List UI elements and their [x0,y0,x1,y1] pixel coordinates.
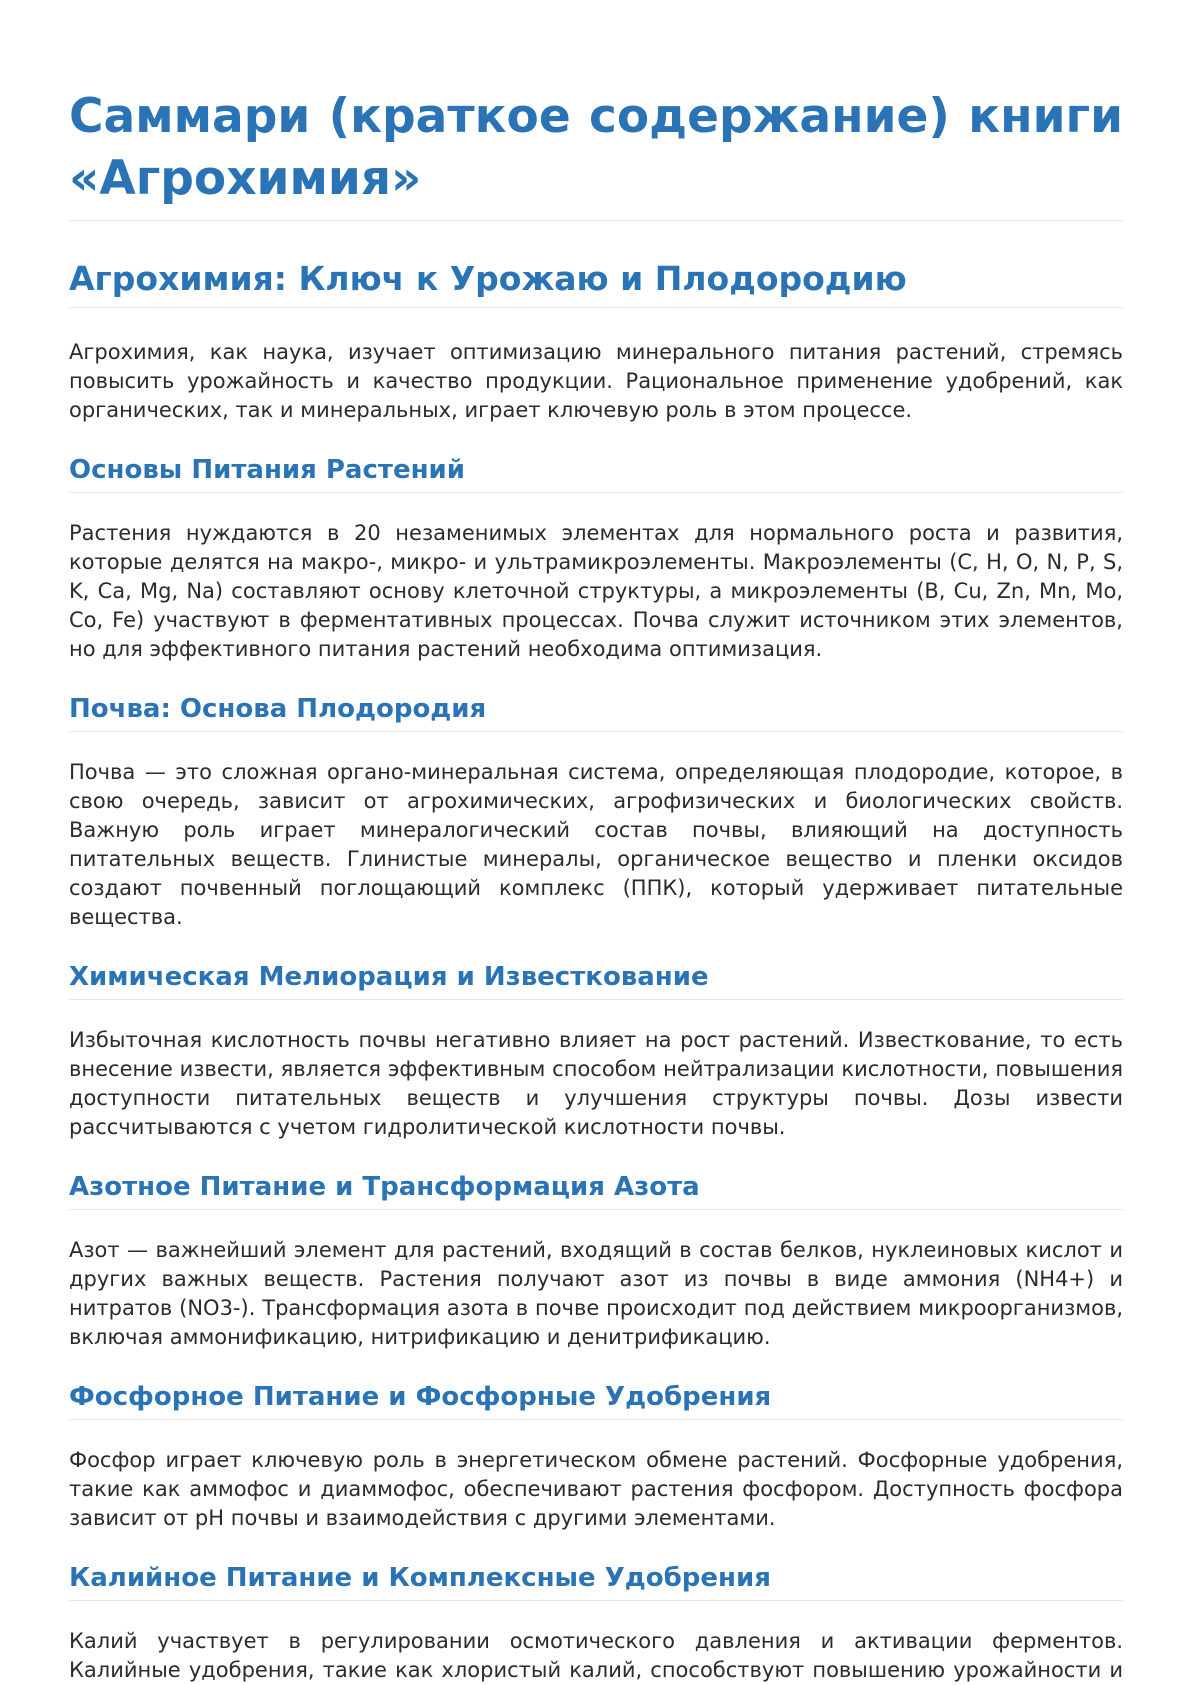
section-heading-nitrogen: Азотное Питание и Трансформация Азота [69,1169,1123,1210]
document-page [69,0,1123,1685]
intro-heading: Агрохимия: Ключ к Урожаю и Плодородию [69,257,1123,308]
section-paragraph-soil: Почва — это сложная органо-минеральная система, определяющая плодородие, которое, в свою очередь, зависит от агрохимических, агрофизических и биологических свойств. Важную роль играет минералогический состав почвы, влияющий на доступность питательных веществ. Глинистые минералы, органическое вещество и пленки оксидов создают почвенный поглощающий комплекс (ППК), который удерживает питательные вещества. [69,760,1123,929]
section-heading-potassium: Калийное Питание и Комплексные Удобрения [69,1560,1123,1601]
section-heading-plant-nutrition: Основы Питания Растений [69,452,1123,493]
section-heading-liming: Химическая Мелиорация и Известкование [69,959,1123,1000]
document-title: Саммари (краткое содержание) книги «Агрохимия» [69,86,1123,221]
section-paragraph-nitrogen: Азот — важнейший элемент для растений, входящий в состав белков, нуклеиновых кислот и других важных веществ. Растения получают азот из почвы в виде аммония (NH4+) и нитратов (NO3-). Трансформация азота в почве происходит под действием микроорганизмов, включая аммонификацию, нитрификацию и денитрификацию. [69,1238,1123,1349]
section-paragraph-liming: Избыточная кислотность почвы негативно влияет на рост растений. Известкование, то есть внесение извести, является эффективным способом нейтрализации кислотности, повышения доступности питательных веществ и улучшения структуры почвы. Дозы извести рассчитываются с учетом гидролитической кислотности почвы. [69,1028,1123,1139]
section-paragraph-plant-nutrition: Растения нуждаются в 20 незаменимых элементах для нормального роста и развития, которые делятся на макро-, микро- и ультрамикроэлементы. Макроэлементы (C, H, O, N, P, S, K, Ca, Mg, Na) составляют основу клеточной структуры, а микроэлементы (B, Cu, Zn, Mn, Mo, Co, Fe) участвуют в ферментативных процессах. Почва служит источником этих элементов, но для эффективного питания растений необходима оптимизация. [69,521,1123,661]
section-heading-soil: Почва: Основа Плодородия [69,691,1123,732]
intro-paragraph: Агрохимия, как наука, изучает оптимизацию минерального питания растений, стремясь повысить урожайность и качество продукции. Рациональное применение удобрений, как органических, так и минеральных, играет ключевую роль в этом процессе. [69,340,1123,422]
section-paragraph-phosphorus: Фосфор играет ключевую роль в энергетическом обмене растений. Фосфорные удобрения, такие как аммофос и диаммофос, обеспечивают растения фосфором. Доступность фосфора зависит от pH почвы и взаимодействия с другими элементами. [69,1448,1123,1530]
section-heading-phosphorus: Фосфорное Питание и Фосфорные Удобрения [69,1379,1123,1420]
section-paragraph-potassium: Калий участвует в регулировании осмотического давления и активации ферментов. Калийные удобрения, такие как хлористый калий, способствуют повышению урожайности и [69,1629,1123,1682]
